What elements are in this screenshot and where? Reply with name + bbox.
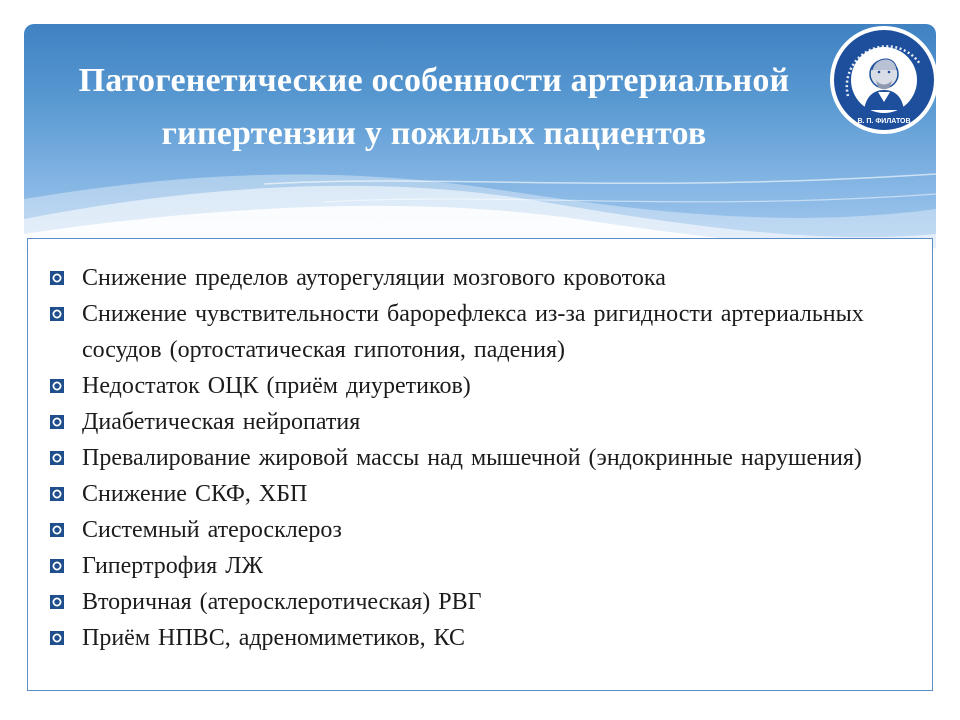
title-banner [24,24,936,254]
bullet-item [46,368,916,404]
slide-title: Патогенетические особенности артериальной гипертензии у пожилых пациентов [78,62,790,152]
bullet-text: Вторичная (атеросклеротическая) РВГ [82,589,482,615]
logo-ring-text: В. П. ФИЛАТОВ [857,118,911,125]
bullet-item [46,260,916,296]
bullet-item [46,404,916,440]
bullet-item [46,584,916,620]
square-ring-bullet-icon [50,559,64,573]
bullet-text: Системный атеросклероз [82,517,342,543]
bullet-list [46,260,916,656]
bullet-text: Недостаток ОЦК (приём диуретиков) [82,373,471,399]
bullet-text: Диабетическая нейропатия [82,409,361,435]
square-ring-bullet-icon [50,631,64,645]
bullet-text: Снижение чувствительности барорефлекса из-за ригидности артериальных сосудов (ортостатическая гипотония, падения) [82,301,864,363]
bullet-item [46,296,916,368]
bullet-item [46,512,916,548]
square-ring-bullet-icon [50,307,64,321]
square-ring-bullet-icon [50,451,64,465]
bullet-item [46,548,916,584]
square-ring-bullet-icon [50,523,64,537]
bullet-item [46,440,916,476]
bullet-text: Приём НПВС, адреномиметиков, КС [82,625,465,651]
bullet-text: Снижение пределов ауторегуляции мозгового кровотока [82,265,666,291]
square-ring-bullet-icon [50,487,64,501]
square-ring-bullet-icon [50,415,64,429]
content-box [27,238,933,691]
square-ring-bullet-icon [50,595,64,609]
bullet-text: Снижение СКФ, ХБП [82,481,308,507]
bullet-item [46,620,916,656]
bullet-text: Превалирование жировой массы над мышечной (эндокринные нарушения) [82,445,862,471]
square-ring-bullet-icon [50,271,64,285]
bullet-item [46,476,916,512]
square-ring-bullet-icon [50,379,64,393]
foundation-logo [828,24,940,136]
bullet-text: Гипертрофия ЛЖ [82,553,263,579]
